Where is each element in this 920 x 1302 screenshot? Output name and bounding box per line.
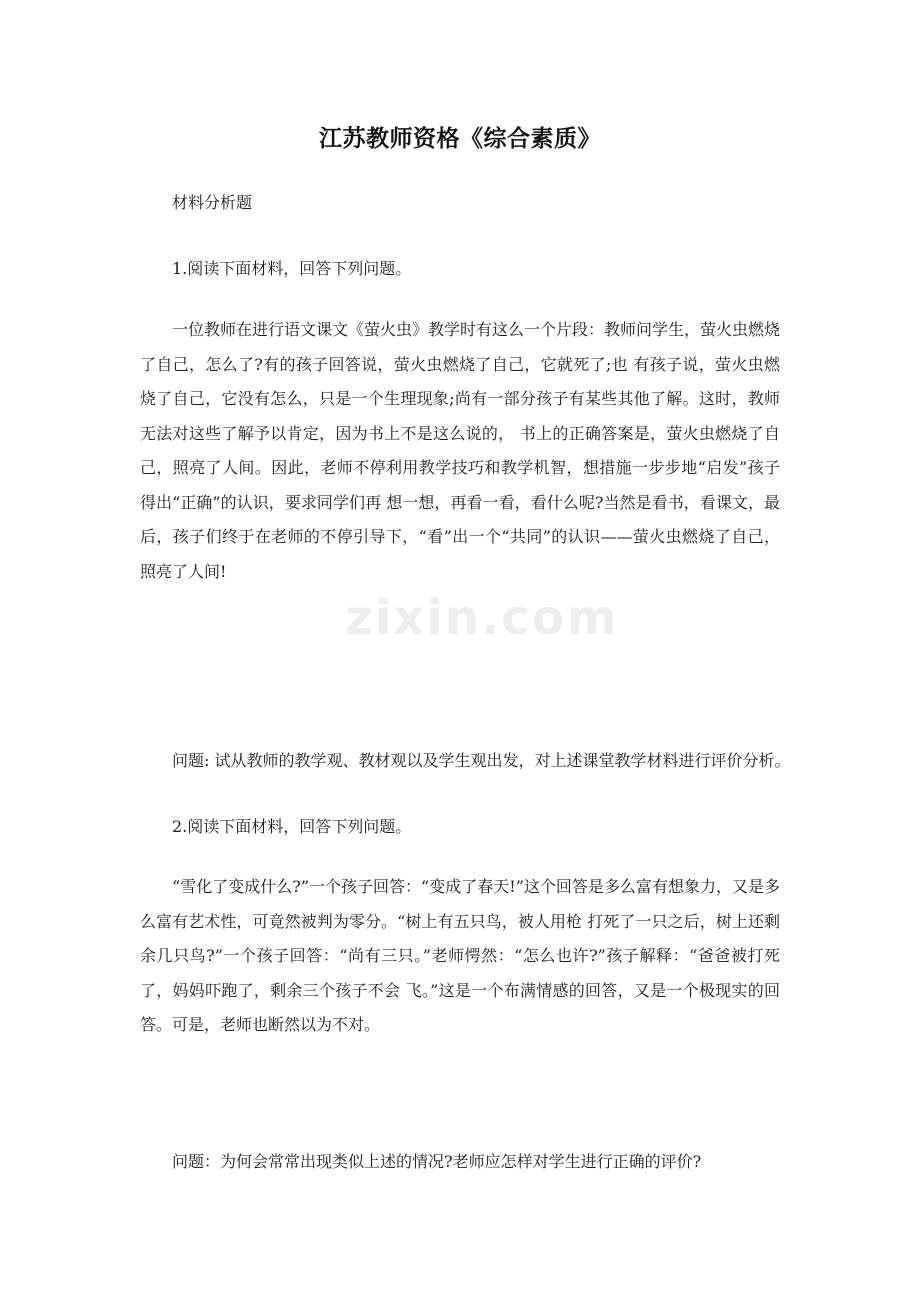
watermark: zixin.com <box>345 590 619 646</box>
question-2-material: “雪化了变成什么?”一个孩子回答：“变成了春天!”这个回答是多么富有想象力，又是多么富有艺术性，可竟然被判为零分。“树上有五只鸟，被人用枪 打死了一只之后，树上还剩余几只鸟?”一个孩子回答：“尚有三只。”老师愕然：“怎么也许?”孩子解释：“爸爸被打死了，妈妈吓跑了，剩余三个孩子不会 飞。”这是一个布满情感的回答，又是一个极现实的回答。可是，老师也断然以为不对。 <box>140 877 780 1034</box>
question-1-material: 一位教师在进行语文课文《萤火虫》教学时有这么一个片段：教师问学生，萤火虫燃烧了自己，怎么了?有的孩子回答说，萤火虫燃烧了自己，它就死了;也 有孩子说，萤火虫燃烧了自己，它没有怎么，只是一个生理现象;尚有一部分孩子有某些其他了解。这时，教师无法对这些了解予以肯定，因为书上不是这么说的， 书上的正确答案是，萤火虫燃烧了自己，照亮了人间。因此，老师不停利用教学技巧和教学机智，想措施一步步地“启发”孩子得出“正确”的认识，要求同学们再 想一想，再看一看，看什么呢?当然是看书，看课文，最后，孩子们终于在老师的不停引导下，“看”出一个“共同”的认识——萤火虫燃烧了自己，照亮了人间! <box>140 320 781 581</box>
section-heading: 材料分析题 <box>172 193 253 212</box>
question-1-heading: 1.阅读下面材料，回答下列问题。 <box>172 259 412 278</box>
document-title: 江苏教师资格《综合素质》 <box>319 126 601 152</box>
question-2-prompt: 问题：为何会常常出现类似上述的情况?老师应怎样对学生进行正确的评价? <box>172 1152 702 1171</box>
question-2-heading: 2.阅读下面材料，回答下列问题。 <box>172 817 412 836</box>
question-1-prompt: 问题: 试从教师的教学观、教材观以及学生观出发，对上述课堂教学材料进行评价分析。 <box>172 751 791 770</box>
